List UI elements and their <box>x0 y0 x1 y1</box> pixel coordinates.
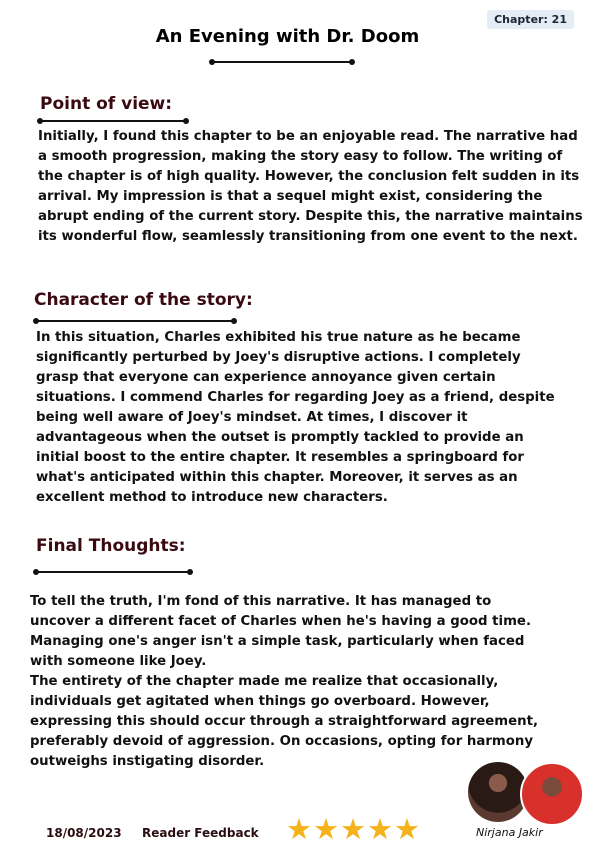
title-divider <box>212 61 352 63</box>
section-heading-point-of-view: Point of view: <box>40 94 173 114</box>
section-divider <box>36 571 190 573</box>
section-divider <box>40 120 186 122</box>
avatar <box>520 762 584 826</box>
review-date: 18/08/2023 <box>46 826 122 840</box>
chapter-badge: Chapter: 21 <box>487 10 574 29</box>
star-icon: ★ <box>313 812 339 846</box>
page-title: An Evening with Dr. Doom <box>155 26 420 47</box>
section-heading-character: Character of the story: <box>34 290 253 310</box>
reviewer-names: Nirjana Jakir <box>476 826 543 839</box>
reviewer-avatars <box>468 762 588 824</box>
section-body-character: In this situation, Charles exhibited his true nature as he became significantly perturbed by Joey's disruptive actions. I completely grasp that everyone can experience annoyance given certain situations. I commend Charles for regarding Joey as a friend, despite being well aware of Joey's mindset. At times, I discover it advantageous when the outset is promptly tackled to provide an initial boost to the entire chapter. It resembles a springboard for what's anticipated within this chapter. Moreover, it serves as an excellent method to introduce new characters. <box>36 330 555 505</box>
section-body-final-thoughts-1: To tell the truth, I'm fond of this narrative. It has managed to uncover a different facet of Charles when he's having a good time. Managing one's anger isn't a simple task, particularly when faced with someone like Joey. <box>30 594 532 669</box>
avatar <box>468 762 528 822</box>
star-icon: ★ <box>367 812 393 846</box>
section-body-final-thoughts-2: The entirety of the chapter made me realize that occasionally, individuals get agitated when things go overboard. However, expressing this should occur through a straightforward agreement, preferably devoid of aggression. On occasions, opting for harmony outweighs instigating disorder. <box>30 674 539 769</box>
star-rating <box>286 814 420 844</box>
star-icon: ★ <box>394 812 420 846</box>
section-heading-final-thoughts: Final Thoughts: <box>36 536 186 556</box>
reader-feedback-label: Reader Feedback <box>142 826 259 840</box>
section-body-point-of-view: Initially, I found this chapter to be an enjoyable read. The narrative had a smooth progression, making the story easy to follow. The writing of the chapter is of high quality. However, the conclusion felt sudden in its arrival. My impression is that a sequel might exist, considering the abrupt ending of the current story. Despite this, the narrative maintains its wonderful flow, seamlessly transitioning from one event to the next. <box>38 129 583 244</box>
star-icon: ★ <box>286 812 312 846</box>
star-icon: ★ <box>340 812 366 846</box>
section-divider <box>36 320 234 322</box>
